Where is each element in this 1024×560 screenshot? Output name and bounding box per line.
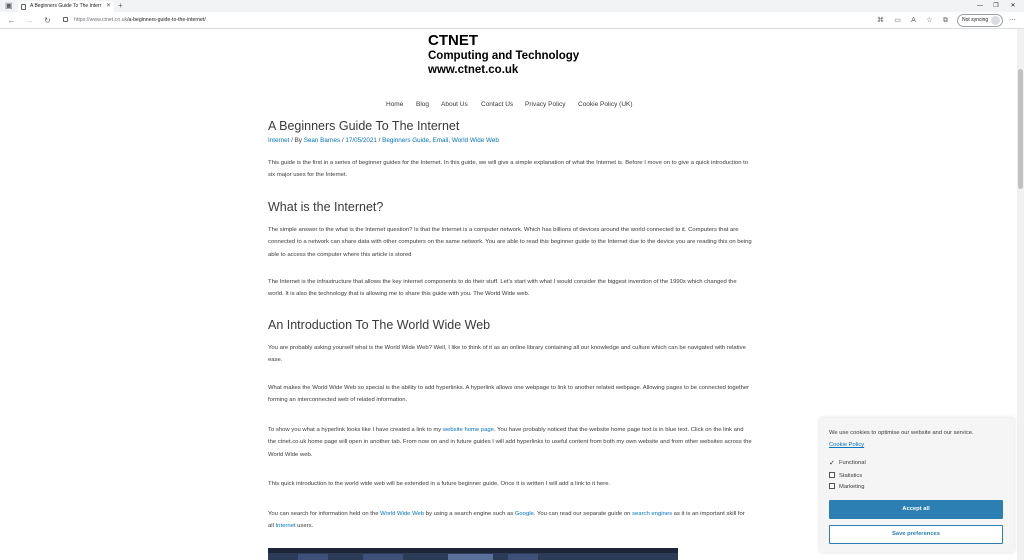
screenshot-segment <box>363 554 403 560</box>
section-heading-www: An Introduction To The World Wide Web <box>268 318 491 332</box>
checkbox[interactable] <box>829 483 835 489</box>
date-link[interactable]: 17/05/2021 <box>345 137 377 144</box>
paragraph-internet-1: The simple answer to the what is the Internet question? Is that the Internet is a computer network. Which has billions of devices around the world connected to it. Computers that are connected to a network can share data with other computers on the same network. You are able to read this beginner guide to the Internet due to the device you are reading this on being able to access the computer where this article is stored <box>268 227 752 258</box>
cookie-option-marketing[interactable] <box>829 483 864 490</box>
search-engines-link[interactable]: search engines <box>632 511 673 517</box>
text-run: by using a search engine such as <box>424 511 515 517</box>
website-home-page-link[interactable]: website home page <box>442 427 494 433</box>
scrollbar-thumb[interactable] <box>1018 69 1023 189</box>
meta-by: / By <box>289 137 304 144</box>
screenshot-segment <box>448 554 493 560</box>
address-bar[interactable] <box>60 14 950 27</box>
google-link[interactable]: Google <box>514 511 534 517</box>
lock-icon <box>63 17 68 22</box>
paragraph-www-3 <box>268 424 752 461</box>
tab-title: A Beginners Guide To The Interr <box>30 3 102 9</box>
paragraph-www-1: You are probably asking yourself what is the World Wide Web? Well, I like to think of it as an online library containing all our knowledge and culture which can be navigated with relative ease. <box>268 345 746 364</box>
meta-comma: , <box>429 137 433 144</box>
article-meta <box>268 137 499 144</box>
sync-label: Not syncing <box>962 17 989 23</box>
article-screenshot-image <box>268 548 678 560</box>
page-scrollbar[interactable] <box>1017 29 1024 560</box>
refresh-icon[interactable]: ↻ <box>44 16 51 25</box>
checkbox[interactable] <box>829 472 835 478</box>
text-run: as it is an important skill for all <box>268 511 745 530</box>
cookie-policy-link[interactable]: Cookie Policy <box>829 442 865 448</box>
favorite-icon[interactable]: ☆ <box>926 17 933 24</box>
url-host: https://www.ctnet.co.uk <box>74 17 128 23</box>
paragraph-www-4: This quick introduction to the world wide web will be extended in a future beginner guide. Once it is written I will add a link to it here. <box>268 481 611 487</box>
url-text[interactable] <box>74 14 206 27</box>
site-title[interactable]: CTNET <box>428 32 478 49</box>
accept-all-button[interactable]: Accept all <box>829 500 1003 519</box>
internet-link[interactable]: Internet <box>275 523 296 530</box>
more-menu-icon[interactable]: ⋯ <box>1009 17 1016 24</box>
article-title: A Beginners Guide To The Internet <box>268 119 460 133</box>
checkmark-icon[interactable]: ✓ <box>829 460 835 467</box>
option-label: Functional <box>839 460 866 466</box>
menu-item-privacy-policy[interactable]: Privacy Policy <box>525 101 566 108</box>
collections-icon[interactable]: ⧉ <box>943 17 948 24</box>
browser-tab[interactable] <box>18 1 114 12</box>
cookie-option-statistics[interactable] <box>829 472 862 479</box>
screenshot-segment <box>508 554 538 560</box>
tab-actions-icon[interactable]: ▣ <box>5 1 13 10</box>
cookie-consent-panel <box>820 418 1014 552</box>
reader-view-icon[interactable]: ▭ <box>894 17 901 24</box>
new-tab-icon[interactable]: + <box>118 1 123 10</box>
site-domain: www.ctnet.co.uk <box>428 64 519 76</box>
cookie-message: We use cookies to optimise our website and our service. <box>829 430 974 436</box>
paragraph-www-2: What makes the World Wide Web so special is the ability to add hyperlinks. A hyperlink allows one webpage to link to another related webpage. Allowing pages to be connected together forming an interconnected web of related information. <box>268 385 750 404</box>
world-wide-web-link[interactable]: World Wide Web <box>380 511 425 517</box>
menu-item-blog[interactable]: Blog <box>416 101 430 108</box>
text-run: users. <box>295 523 314 530</box>
option-label: Marketing <box>839 484 865 490</box>
back-icon[interactable]: ← <box>7 16 16 25</box>
forward-icon[interactable]: → <box>25 16 34 25</box>
text-run: . You can read our separate guide on <box>533 511 633 517</box>
meta-comma: , <box>448 137 452 144</box>
tag-link[interactable]: World Wide Web <box>451 137 499 144</box>
meta-separator: / <box>376 137 383 144</box>
option-label: Statistics <box>839 473 863 479</box>
site-tagline: Computing and Technology <box>428 50 580 62</box>
url-path: /a-beginners-guide-to-the-internet/ <box>127 17 206 23</box>
intro-paragraph: This guide is the first in a series of beginner guides for the Internet. In this guide, we will give a simple explanation of what the Internet is. Before I move on to give a quick introduction to six major uses for the Internet. <box>268 160 749 179</box>
meta-separator: / <box>340 137 346 144</box>
text-run: To show you what a hyperlink looks like I have created a link to my <box>268 427 443 433</box>
profile-sync-button[interactable] <box>957 14 1003 27</box>
tag-link[interactable]: Email <box>432 137 449 144</box>
tag-link[interactable]: Beginners Guide <box>382 137 430 144</box>
text-run: . You have probably noticed that the website home page text is in blue text. Click on the link and the ctnet.co.uk home page will open in another tab. From now on and in future guides I will add hyperlinks to useful content from both my own website and from other websites across the World Wide web. <box>268 427 752 458</box>
cookie-option-functional[interactable] <box>829 460 866 467</box>
menu-item-contact-us[interactable]: Contact Us <box>481 101 514 108</box>
minimize-icon[interactable]: — <box>977 3 983 9</box>
paragraph-internet-2: The Internet is the infrastructure that allows the key internet components to do their stuff. Let's start with what I would consider the biggest invention of the 1990s which changed the world. It is also the technology that is allowing me to share this guide with you. The World Wide web. <box>268 279 737 298</box>
avatar <box>991 16 1000 25</box>
screenshot-segment <box>298 554 328 560</box>
menu-item-about-us[interactable]: About Us <box>441 101 468 108</box>
close-window-icon[interactable]: ✕ <box>1010 3 1016 9</box>
close-tab-icon[interactable]: ✕ <box>105 3 111 9</box>
browser-toolbar <box>0 12 1024 29</box>
section-heading-internet: What is the Internet? <box>268 200 384 214</box>
author-link[interactable]: Sean Barnes <box>303 137 341 144</box>
browser-titlebar <box>0 0 1024 12</box>
save-preferences-button[interactable]: Save preferences <box>829 525 1003 544</box>
read-aloud-icon[interactable]: A <box>911 17 916 24</box>
menu-item-home[interactable]: Home <box>386 101 404 108</box>
apps-icon[interactable]: ⌘ <box>877 17 884 24</box>
category-link[interactable]: Internet <box>268 137 290 144</box>
text-run: You can search for information held on the <box>268 511 381 517</box>
page-icon <box>21 4 26 10</box>
maximize-icon[interactable]: ❐ <box>993 3 999 9</box>
paragraph-www-5 <box>268 508 752 533</box>
menu-item-cookie-policy[interactable]: Cookie Policy (UK) <box>578 101 633 108</box>
